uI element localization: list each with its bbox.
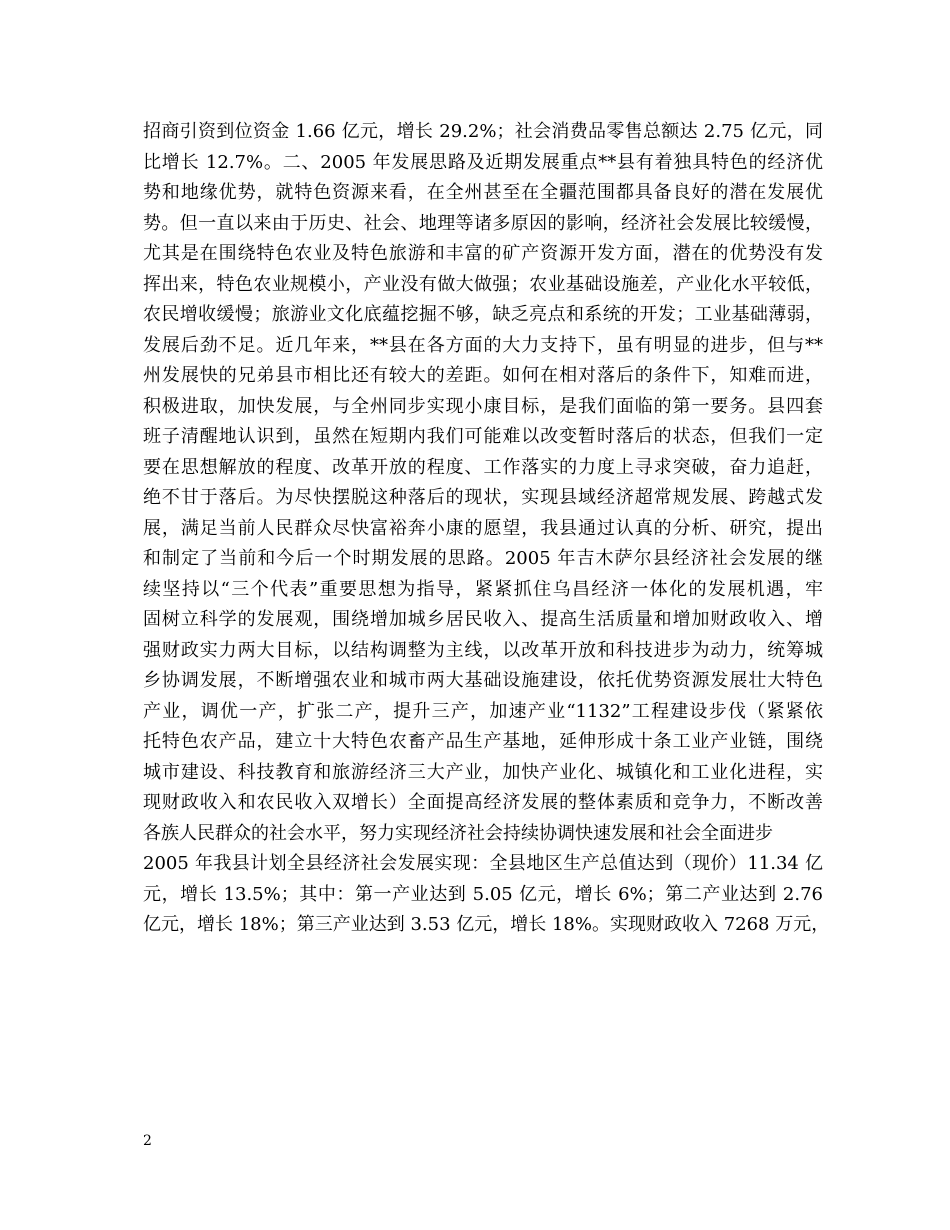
text-line: 绝不甘于落后。为尽快摆脱这种落后的现状，实现县域经济超常规发展、跨越式发 [143, 487, 823, 508]
text-line: 强财政实力两大目标，以结构调整为主线，以改革开放和科技进步为动力，统筹城 [143, 639, 823, 661]
body-text [143, 117, 830, 941]
text-line: 元，增长 13.5%；其中：第一产业达到 5.05 亿元，增长 6%；第二产业达到 2.76 [143, 883, 823, 905]
text-line: 发展后劲不足。近几年来，**县在各方面的大力支持下，虽有明显的进步，但与** [143, 334, 823, 356]
text-line: 尤其是在围绕特色农业及特色旅游和丰富的矿产资源开发方面，潜在的优势没有发 [143, 243, 823, 264]
text-line: 班子清醒地认识到，虽然在短期内我们可能难以改变暂时落后的状态，但我们一定 [143, 426, 823, 447]
text-line: 挥出来，特色农业规模小，产业没有做大做强；农业基础设施差，产业化水平较低， [143, 273, 823, 295]
text-line: 城市建设、科技教育和旅游经济三大产业，加快产业化、城镇化和工业化进程，实 [143, 761, 823, 783]
text-line: 产业，调优一产，扩张二产，提升三产，加速产业“1132”工程建设步伐（紧紧依 [143, 700, 823, 722]
text-line: 招商引资到位资金 1.66 亿元，增长 29.2%；社会消费品零售总额达 2.75 亿元，同 [143, 121, 823, 142]
text-line: 和制定了当前和今后一个时期发展的思路。2005 年吉木萨尔县经济社会发展的继 [143, 548, 823, 569]
page-number: 2 [143, 1133, 152, 1149]
text-line: 托特色农产品，建立十大特色农畜产品生产基地，延伸形成十条工业产业链，围绕 [143, 731, 823, 752]
text-line: 要在思想解放的程度、改革开放的程度、工作落实的力度上寻求突破，奋力追赶， [143, 456, 823, 478]
text-line: 乡协调发展，不断增强农业和城市两大基础设施建设，依托优势资源发展壮大特色 [143, 670, 823, 691]
text-line: 各族人民群众的社会水平，努力实现经济社会持续协调快速发展和社会全面进步 [143, 822, 773, 844]
text-line: 固树立科学的发展观，围绕增加城乡居民收入、提高生活质量和增加财政收入、增 [143, 609, 823, 630]
text-line: 现财政收入和农民收入双增长）全面提高经济发展的整体素质和竞争力，不断改善 [143, 792, 823, 813]
text-line: 2005 年我县计划全县经济社会发展实现：全县地区生产总值达到（现价）11.34 亿 [143, 853, 823, 874]
text-line: 州发展快的兄弟县市相比还有较大的差距。如何在相对落后的条件下，知难而进， [143, 365, 823, 386]
text-line: 积极进取，加快发展，与全州同步实现小康目标，是我们面临的第一要务。县四套 [143, 395, 823, 417]
text-line: 势。但一直以来由于历史、社会、地理等诸多原因的影响，经济社会发展比较缓慢， [143, 212, 823, 234]
text-line: 亿元，增长 18%；第三产业达到 3.53 亿元，增长 18%。实现财政收入 7268 万元， [143, 914, 830, 935]
text-line: 比增长 12.7%。二、2005 年发展思路及近期发展重点**县有着独具特色的经济优 [143, 151, 823, 173]
text-line: 势和地缘优势，就特色资源来看，在全州甚至在全疆范围都具备良好的潜在发展优 [143, 182, 823, 203]
text-line: 展，满足当前人民群众尽快富裕奔小康的愿望，我县通过认真的分析、研究，提出 [143, 517, 823, 539]
text-line: 农民增收缓慢；旅游业文化底蕴挖掘不够，缺乏亮点和系统的开发；工业基础薄弱， [143, 304, 823, 325]
text-line: 续坚持以“三个代表”重要思想为指导，紧紧抓住乌昌经济一体化的发展机遇，牢 [143, 578, 823, 600]
